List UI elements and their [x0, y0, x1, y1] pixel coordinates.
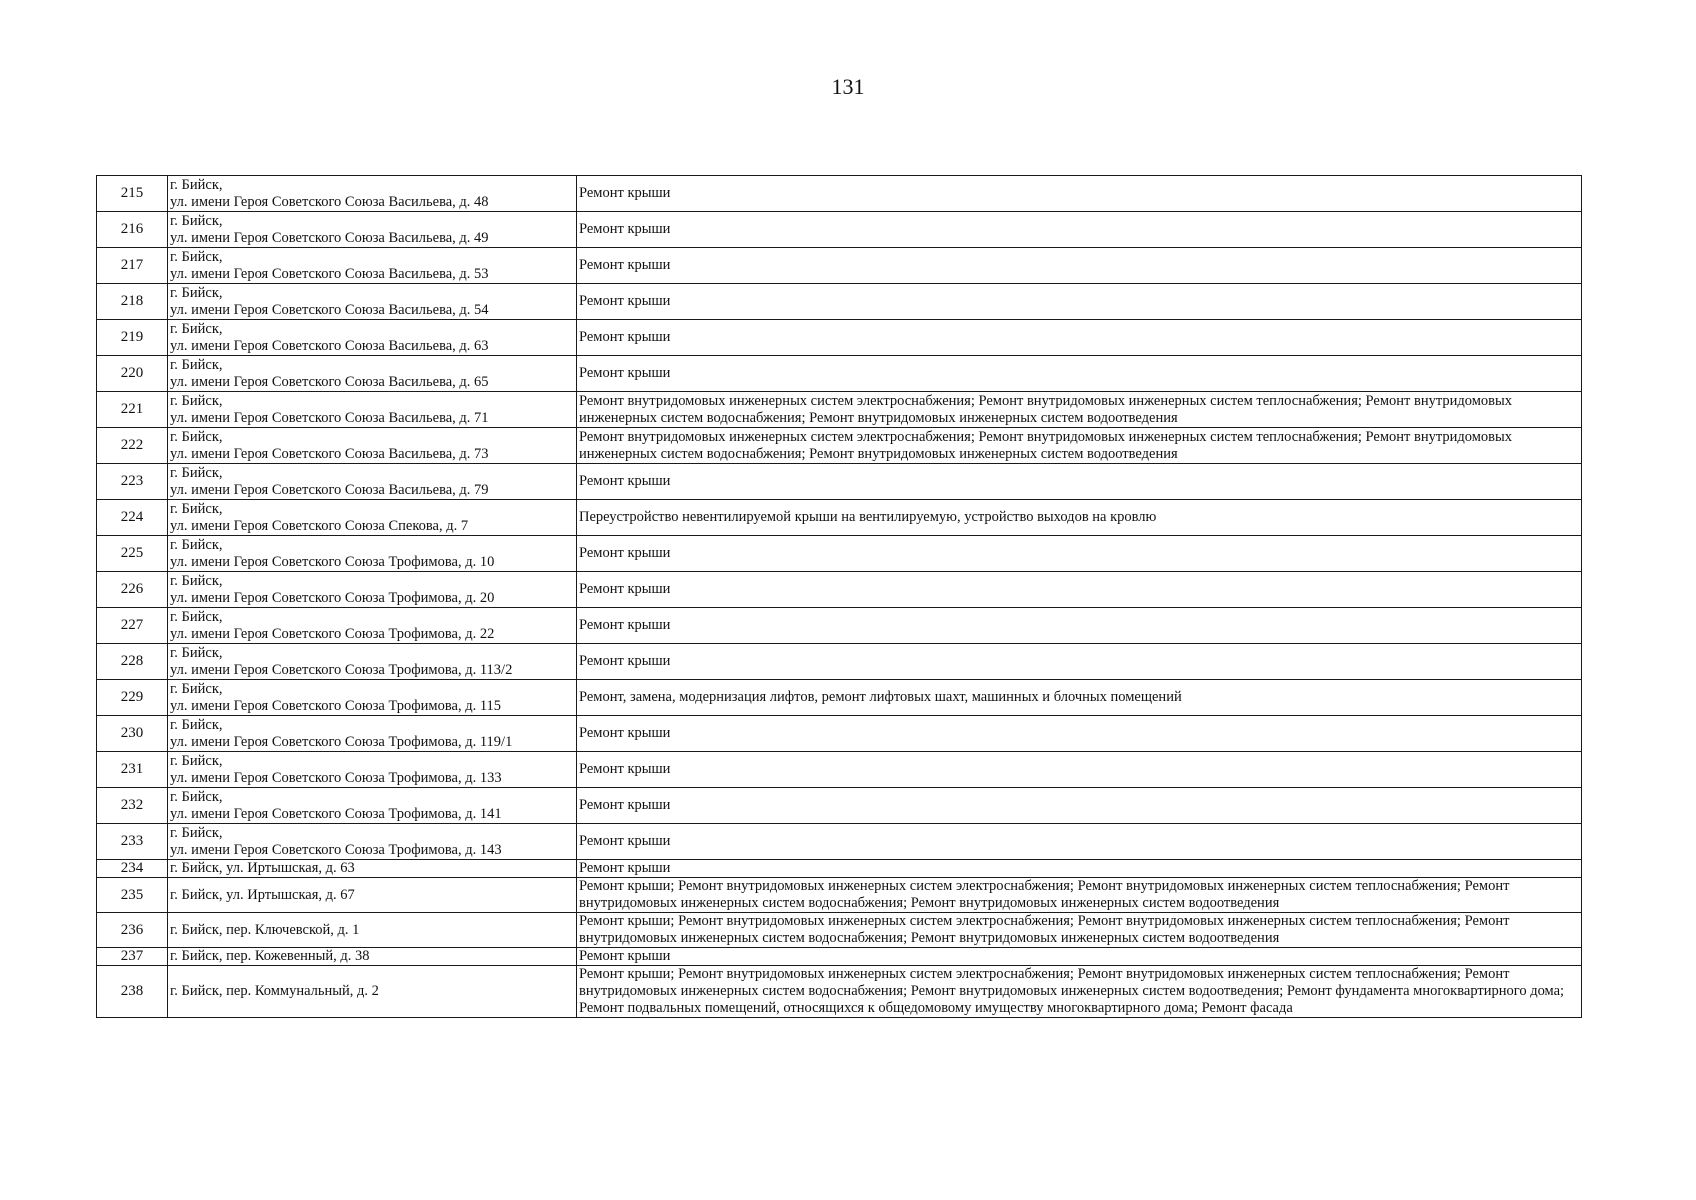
table-row	[97, 716, 1582, 752]
address-cell	[168, 428, 577, 464]
table-row	[97, 948, 1582, 966]
work-type-cell: Ремонт крыши	[577, 248, 1582, 284]
address-line: ул. имени Героя Советского Союза Трофимова, д. 143	[170, 841, 502, 858]
address-line: ул. имени Героя Советского Союза Трофимова, д. 20	[170, 589, 495, 606]
row-number: 219	[97, 320, 168, 356]
work-type-cell: Ремонт крыши	[577, 860, 1582, 878]
address-line: г. Бийск,	[170, 716, 223, 733]
row-number: 238	[97, 966, 168, 1018]
work-type-cell: Ремонт крыши	[577, 212, 1582, 248]
row-number: 234	[97, 860, 168, 878]
address-cell	[168, 572, 577, 608]
address-line: г. Бийск,	[170, 176, 223, 193]
row-number: 228	[97, 644, 168, 680]
table-row	[97, 320, 1582, 356]
address-cell	[168, 464, 577, 500]
table-row	[97, 788, 1582, 824]
address-cell	[168, 948, 577, 966]
row-number: 237	[97, 948, 168, 966]
work-type-cell: Ремонт крыши	[577, 644, 1582, 680]
work-type-cell: Ремонт крыши	[577, 320, 1582, 356]
work-type-cell: Ремонт крыши	[577, 608, 1582, 644]
table-row	[97, 913, 1582, 948]
address-line: ул. имени Героя Советского Союза Васильева, д. 54	[170, 301, 489, 318]
work-type-cell: Ремонт крыши; Ремонт внутридомовых инженерных систем электроснабжения; Ремонт внутридомовых инженерных систем теплоснабжения; Ремонт внутридомовых инженерных систем водоснабжения; Ремонт внутридомовых инженерных систем водоотведения; Ремонт фундамента многоквартирного дома; Ремонт подвальных помещений, относящихся к общедомовому имуществу многоквартирного дома; Ремонт фасада	[577, 966, 1582, 1018]
address-line: г. Бийск,	[170, 536, 223, 553]
address-line: ул. имени Героя Советского Союза Васильева, д. 53	[170, 265, 489, 282]
work-type-cell: Ремонт крыши	[577, 788, 1582, 824]
address-line: ул. имени Героя Советского Союза Васильева, д. 73	[170, 445, 489, 462]
address-line: ул. имени Героя Советского Союза Трофимова, д. 133	[170, 769, 502, 786]
row-number: 225	[97, 536, 168, 572]
address-line: г. Бийск, пер. Ключевской, д. 1	[170, 921, 360, 938]
address-cell	[168, 356, 577, 392]
address-line: ул. имени Героя Советского Союза Васильева, д. 63	[170, 337, 489, 354]
table-row	[97, 284, 1582, 320]
table-row	[97, 428, 1582, 464]
address-cell	[168, 536, 577, 572]
row-number: 235	[97, 878, 168, 913]
address-line: г. Бийск,	[170, 680, 223, 697]
row-number: 224	[97, 500, 168, 536]
address-cell	[168, 680, 577, 716]
address-line: ул. имени Героя Советского Союза Трофимова, д. 141	[170, 805, 502, 822]
address-line: г. Бийск,	[170, 824, 223, 841]
address-cell	[168, 716, 577, 752]
table-row	[97, 966, 1582, 1018]
work-type-cell: Ремонт внутридомовых инженерных систем электроснабжения; Ремонт внутридомовых инженерных систем теплоснабжения; Ремонт внутридомовых инженерных систем водоснабжения; Ремонт внутридомовых инженерных систем водоотведения	[577, 392, 1582, 428]
address-line: ул. имени Героя Советского Союза Трофимова, д. 113/2	[170, 661, 513, 678]
address-line: ул. имени Героя Советского Союза Васильева, д. 79	[170, 481, 489, 498]
row-number: 220	[97, 356, 168, 392]
address-cell	[168, 212, 577, 248]
work-type-cell: Ремонт внутридомовых инженерных систем электроснабжения; Ремонт внутридомовых инженерных систем теплоснабжения; Ремонт внутридомовых инженерных систем водоснабжения; Ремонт внутридомовых инженерных систем водоотведения	[577, 428, 1582, 464]
row-number: 215	[97, 176, 168, 212]
address-cell	[168, 608, 577, 644]
address-line: г. Бийск, ул. Иртышская, д. 67	[170, 886, 355, 903]
address-cell	[168, 500, 577, 536]
row-number: 230	[97, 716, 168, 752]
address-cell	[168, 824, 577, 860]
address-line: г. Бийск, пер. Кожевенный, д. 38	[170, 948, 370, 964]
address-line: ул. имени Героя Советского Союза Трофимова, д. 10	[170, 553, 495, 570]
row-number: 233	[97, 824, 168, 860]
table-row	[97, 392, 1582, 428]
address-line: г. Бийск,	[170, 212, 223, 229]
address-line: г. Бийск,	[170, 248, 223, 265]
address-line: г. Бийск,	[170, 284, 223, 301]
address-cell	[168, 860, 577, 878]
work-type-cell: Переустройство невентилируемой крыши на вентилируемую, устройство выходов на кровлю	[577, 500, 1582, 536]
table-body	[97, 176, 1582, 1018]
address-line: г. Бийск,	[170, 356, 223, 373]
address-cell	[168, 392, 577, 428]
table-row	[97, 572, 1582, 608]
address-line: ул. имени Героя Советского Союза Васильева, д. 49	[170, 229, 489, 246]
work-type-cell: Ремонт, замена, модернизация лифтов, ремонт лифтовых шахт, машинных и блочных помещений	[577, 680, 1582, 716]
address-line: г. Бийск,	[170, 464, 223, 481]
row-number: 223	[97, 464, 168, 500]
address-line: ул. имени Героя Советского Союза Трофимова, д. 115	[170, 697, 502, 714]
address-line: г. Бийск, ул. Иртышская, д. 63	[170, 860, 355, 876]
address-line: ул. имени Героя Советского Союза Трофимова, д. 22	[170, 625, 495, 642]
work-type-cell: Ремонт крыши	[577, 824, 1582, 860]
address-cell	[168, 248, 577, 284]
table-row	[97, 464, 1582, 500]
table-row	[97, 752, 1582, 788]
table-row	[97, 356, 1582, 392]
table-row	[97, 878, 1582, 913]
row-number: 217	[97, 248, 168, 284]
address-line: г. Бийск,	[170, 608, 223, 625]
work-type-cell: Ремонт крыши	[577, 752, 1582, 788]
row-number: 236	[97, 913, 168, 948]
address-cell	[168, 752, 577, 788]
address-cell	[168, 644, 577, 680]
work-type-cell: Ремонт крыши	[577, 536, 1582, 572]
table-row	[97, 860, 1582, 878]
address-line: ул. имени Героя Советского Союза Васильева, д. 71	[170, 409, 489, 426]
table-row	[97, 644, 1582, 680]
address-line: г. Бийск,	[170, 392, 223, 409]
work-type-cell: Ремонт крыши	[577, 176, 1582, 212]
address-line: ул. имени Героя Советского Союза Трофимова, д. 119/1	[170, 733, 513, 750]
table-row	[97, 500, 1582, 536]
address-line: г. Бийск,	[170, 752, 223, 769]
table-row	[97, 608, 1582, 644]
row-number: 227	[97, 608, 168, 644]
work-type-cell: Ремонт крыши	[577, 356, 1582, 392]
address-line: ул. имени Героя Советского Союза Спекова, д. 7	[170, 517, 469, 534]
row-number: 216	[97, 212, 168, 248]
row-number: 218	[97, 284, 168, 320]
address-line: ул. имени Героя Советского Союза Васильева, д. 48	[170, 193, 489, 210]
table-row	[97, 824, 1582, 860]
row-number: 222	[97, 428, 168, 464]
work-type-cell: Ремонт крыши	[577, 464, 1582, 500]
table-row	[97, 536, 1582, 572]
address-cell	[168, 913, 577, 948]
row-number: 226	[97, 572, 168, 608]
address-line: г. Бийск,	[170, 644, 223, 661]
repair-table	[96, 175, 1582, 1018]
address-cell	[168, 320, 577, 356]
work-type-cell: Ремонт крыши; Ремонт внутридомовых инженерных систем электроснабжения; Ремонт внутридомовых инженерных систем теплоснабжения; Ремонт внутридомовых инженерных систем водоснабжения; Ремонт внутридомовых инженерных систем водоотведения	[577, 878, 1582, 913]
work-type-cell: Ремонт крыши	[577, 948, 1582, 966]
address-line: г. Бийск,	[170, 320, 223, 337]
address-line: ул. имени Героя Советского Союза Васильева, д. 65	[170, 373, 489, 390]
table-row	[97, 212, 1582, 248]
table-row	[97, 680, 1582, 716]
work-type-cell: Ремонт крыши	[577, 572, 1582, 608]
address-line: г. Бийск,	[170, 572, 223, 589]
address-line: г. Бийск,	[170, 428, 223, 445]
address-cell	[168, 878, 577, 913]
address-cell	[168, 176, 577, 212]
work-type-cell: Ремонт крыши	[577, 284, 1582, 320]
address-cell	[168, 788, 577, 824]
work-type-cell: Ремонт крыши	[577, 716, 1582, 752]
page-number: 131	[831, 74, 865, 99]
row-number: 221	[97, 392, 168, 428]
row-number: 232	[97, 788, 168, 824]
work-type-cell: Ремонт крыши; Ремонт внутридомовых инженерных систем электроснабжения; Ремонт внутридомовых инженерных систем теплоснабжения; Ремонт внутридомовых инженерных систем водоснабжения; Ремонт внутридомовых инженерных систем водоотведения	[577, 913, 1582, 948]
table-row	[97, 248, 1582, 284]
address-line: г. Бийск,	[170, 500, 223, 517]
row-number: 229	[97, 680, 168, 716]
row-number: 231	[97, 752, 168, 788]
address-line: г. Бийск, пер. Коммунальный, д. 2	[170, 983, 379, 999]
address-cell	[168, 966, 577, 1018]
address-line: г. Бийск,	[170, 788, 223, 805]
address-cell	[168, 284, 577, 320]
table-row	[97, 176, 1582, 212]
